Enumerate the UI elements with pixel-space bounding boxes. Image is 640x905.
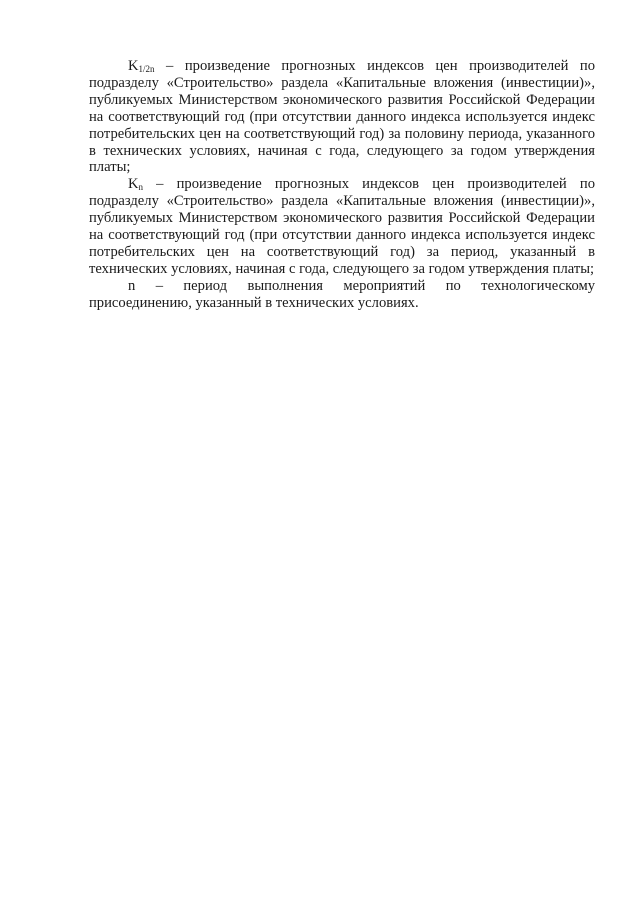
variable-symbol (128, 176, 143, 192)
definition-text: – произведение прогнозных индексов цен производителей по подразделу «Строительство» раздела «Капитальные вложения (инвестиции)», публикуемых Министерством экономического развития Российской Федерации на соответствующий год (при отсутствии данного индекса используется индекс потребительских цен на соответствующий год) за период, указанный в технических условиях, начиная с года, следующего за годом утверждения платы; (89, 176, 595, 277)
definition-text: – произведение прогнозных индексов цен производителей по подразделу «Строительство» раздела «Капитальные вложения (инвестиции)», публикуемых Министерством экономического развития Российской Федерации на соответствующий год (при отсутствии данного индекса используется индекс потребительских цен на соответствующий год) за половину периода, указанного в технических условиях, начиная с года, следующего за годом утверждения платы; (89, 58, 595, 176)
symbol-subscript: n (138, 182, 144, 193)
definition-text: – период выполнения мероприятий по технологическому присоединению, указанный в технических условиях. (89, 277, 595, 311)
definition-paragraph-k-half-n (89, 58, 595, 176)
symbol-letter: K (128, 58, 139, 74)
symbol-letter: n (128, 277, 136, 294)
symbol-subscript: 1/2n (138, 64, 155, 74)
variable-symbol (128, 58, 155, 74)
document-body (89, 58, 595, 312)
symbol-letter: K (128, 176, 139, 193)
definition-paragraph-k-n (89, 176, 595, 277)
definition-paragraph-n (89, 278, 595, 312)
